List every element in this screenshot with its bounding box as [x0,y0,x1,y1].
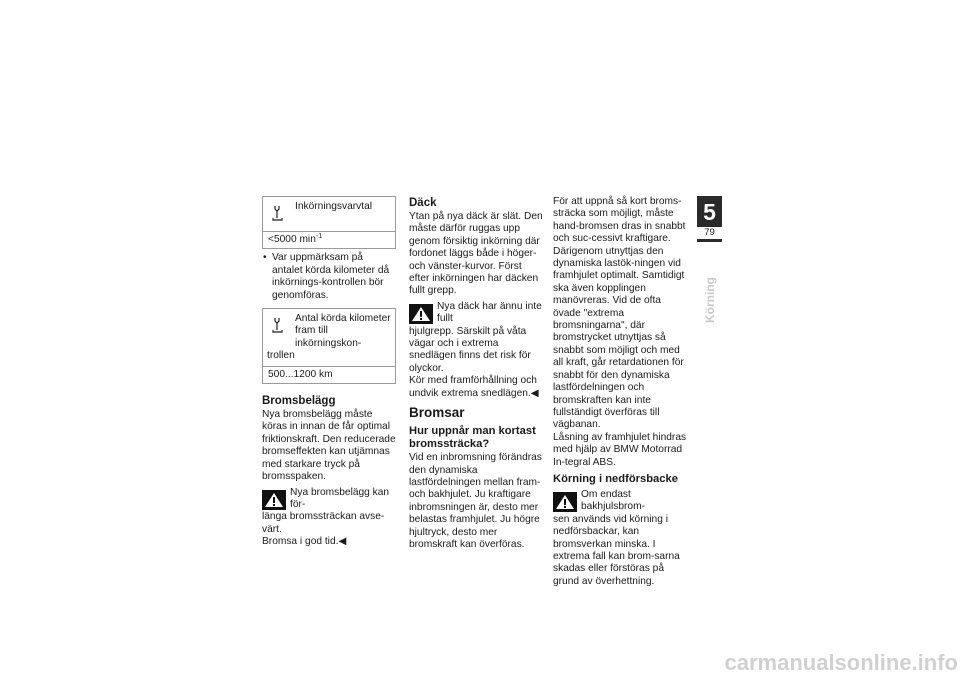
warning-downhill [553,489,689,588]
stopping-body: Vid en inbromsning förändras den dynamiska lastfördelningen mellan fram- och bakhjulet. Ju kraftigare inbromsningen är, desto mer belastas framhjulet. Ju högre hjultryck, desto mer bromskraft kan överföras. [409,452,542,550]
braking-paragraph: För att uppnå så kort broms-sträcka som möjligt, måste hand-bromsen dras in snabbt och suc-cessivt kraftigare. Därigenom utnyttjas den dynamiska lastök-ningen vid framhjulet optimalt. Samtidigt ska även kopplingen manövreras. Vid de ofta övade "extrema bromsningarna", där bromstrycket utnyttjas så snabbt som möjligt och med all kraft, går retardationen för snabbt för den dynamiska lastfördelningen och bromskraften kan inte fullständigt överföras till vägbanan. [553,196,686,431]
watermark: carmanualsonline.info [724,650,958,675]
heading-downhill: Körning i nedförsbacke [553,472,678,485]
spec-value-exponent: -1 [315,233,323,240]
heading-stopping-distance: Hur uppnår man kortast bromssträcka? [409,425,536,451]
spec-value: 500...1200 km [268,368,333,380]
spec-label-line: trollen [267,350,295,362]
wrench-icon [272,205,284,225]
chapter-number: 5 [703,199,716,225]
tyres-body: Ytan på nya däck är slät. Den måste därför ruggas upp genom försiktig inkörning där fordonet läggs både i höger- och vänster-kurvor. Först efter inkörningen har däcken fullt grepp. [409,211,543,297]
warning-line: hjulgrepp. Särskilt på våta [409,325,527,337]
warning-triangle-icon [262,490,286,510]
column-3 [553,196,689,588]
warning-tyres [409,301,543,400]
warning-line: Nya bromsbelägg kan för- [290,486,390,510]
warning-brake-pads [262,487,396,549]
page-number: 79 [697,227,722,239]
spec-table-rpm [262,196,396,249]
warning-line: Nya däck har ännu inte fullt [437,300,542,325]
column-2 [409,196,543,551]
spec-table-km [262,308,396,384]
section-side-label: Körning [703,277,717,323]
warning-text: vägar och i extrema snedlägen finns det risk för olyckor. [409,338,531,374]
warning-line: länga bromssträckan avse- [262,511,385,523]
warning-line: Om endast bakhjulsbrom- [581,488,645,513]
section-title-brakes: Bromsar [409,405,465,421]
spec-table-head [263,309,395,367]
wrench-icon [272,317,284,337]
warning-text: nedförsbackar, kan bromsverkan minska. I extrema fall kan brom-sarna skadas eller förstöras på grund av överhettning. [553,526,680,587]
abs-paragraph: Låsning av framhjulet hindras med hjälp av BMW Motorrad In-tegral ABS. [553,431,687,468]
spec-table-head [263,197,395,232]
warning-end: Kör med framförhållning och undvik extrema snedlägen.◀ [409,375,539,399]
warning-text: värt. [262,523,282,535]
bullet-text: Var uppmärksam på antalet körda kilometer då inkörnings-kontrollen bör genomföras. [272,252,390,301]
end-mark: ◀ [338,536,347,548]
warning-triangle-icon [409,304,433,324]
spec-value: <5000 $\min^{-1}$ [268,233,323,245]
warning-end: Bromsa i god tid.◀ [262,536,347,548]
column-1 [262,196,396,549]
bullet-item: • Var uppmärksam på antalet körda kilometer då inkörnings-kontrollen bör genomföras. [263,252,390,301]
heading-brake-pads: Bromsbelägg [262,395,336,408]
warning-line: sen används vid körning i [553,513,668,525]
spec-label-line: Antal körda kilometer [295,313,391,325]
spec-label-line: fram till inkörningskon- [295,325,362,349]
end-mark: ◀ [530,387,539,399]
chapter-tab [697,196,722,242]
brake-pads-body: Nya bromsbelägg måste köras in innan de får optimal friktionskraft. Den reducerade bromseffekten kan utjämnas med starkare tryck på bromsspaken. [262,409,396,483]
spec-label: Inkörningsvarvtal [295,201,373,212]
heading-tyres: Däck [409,197,437,209]
warning-triangle-icon [553,492,577,512]
